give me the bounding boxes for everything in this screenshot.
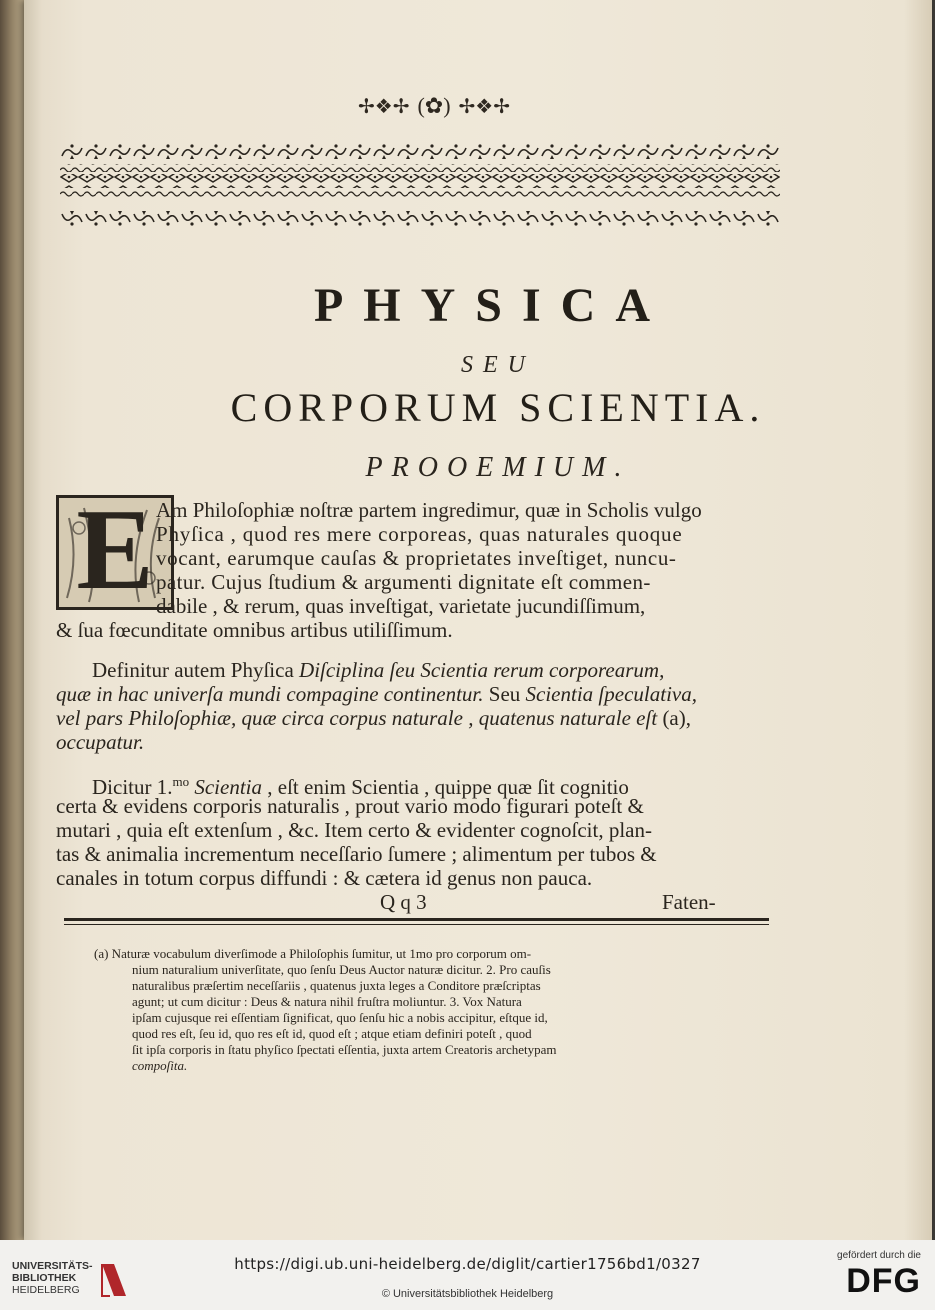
- para3-text: Dicitur 1.: [92, 775, 173, 799]
- section-heading: PROOEMIUM.: [365, 452, 631, 483]
- ornament-right: ✢❖✢: [458, 95, 510, 118]
- para1-line-5: dabile , & rerum, quas inveſtigat, varietate jucundiſſimum,: [156, 594, 646, 618]
- para2-line-3: [56, 706, 691, 730]
- signature-mark: Q q 3: [380, 890, 427, 914]
- footnote-line-7: ſit ipſa corporis in ſtatu phyſico ſpectati eſſentia, juxta artem Creatoris archetypam: [132, 1042, 557, 1057]
- para3-line-5: canales in totum corpus diffundi : & cætera id genus non pauca.: [56, 866, 593, 890]
- footnote-line-1: (a) Naturæ vocabulum diverſimode a Philoſophis ſumitur, ut 1mo pro corporum om-: [94, 946, 532, 961]
- permalink-url[interactable]: https://digi.ub.uni-heidelberg.de/diglit/cartier1756bd1/0327: [234, 1255, 701, 1273]
- para1-line-6: & ſua fœcunditate omnibus artibus utiliſſimum.: [56, 618, 453, 642]
- ornament-left: ✢❖✢: [358, 95, 410, 118]
- footnote-line-3: naturalibus præſertim neceſſariis , quatenus juxta leges a Conditore præſcriptas: [132, 978, 541, 993]
- footnote-line-8: compoſita.: [132, 1058, 188, 1073]
- para1-line-2: Phyſica , quod res mere corporeas, quas naturales quoque: [156, 522, 683, 546]
- footnote-rule: [64, 918, 769, 921]
- para2-italic: Scientia ſpeculativa,: [525, 682, 697, 706]
- page-title: PHYSICA: [313, 279, 671, 332]
- page-subtitle: SEU: [461, 352, 535, 378]
- decorative-border-band: [60, 142, 780, 228]
- para2-italic: vel pars Philoſophiæ, quæ circa corpus naturale , quatenus naturale eſt: [56, 706, 658, 730]
- footnote-line-4: agunt; ut cum dicitur : Deus & natura nihil fruſtra moliuntur. 3. Vox Natura: [132, 994, 522, 1009]
- para2-line-1: [92, 658, 664, 682]
- para3-line-3: mutari , quia eſt extenſum , &c. Item certo & evidenter cognoſcit, plan-: [56, 818, 652, 842]
- para2-text: Seu: [483, 682, 526, 706]
- para1-line-1: Am Philoſophiæ noſtræ partem ingredimur, quæ in Scholis vulgo: [156, 498, 702, 522]
- logo-line-2: BIBLIOTHEK: [12, 1272, 77, 1284]
- book-page: [24, 0, 932, 1240]
- dfg-logo[interactable]: DFG: [846, 1262, 921, 1300]
- catchword: Faten-: [662, 890, 716, 914]
- para2-italic: Diſciplina ſeu Scientia rerum corporearum,: [299, 658, 665, 682]
- copyright-notice: © Universitätsbibliothek Heidelberg: [381, 1288, 554, 1300]
- para1-line-3: vocant, earumque cauſas & proprietates inveſtiget, nuncu-: [156, 546, 677, 570]
- header-ornament: [304, 92, 564, 120]
- funding-label: gefördert durch die: [837, 1250, 921, 1261]
- para1-line-4: patur. Cujus ſtudium & argumenti dignitate eſt commen-: [156, 570, 651, 594]
- footnote-rule-thin: [64, 924, 769, 925]
- page-title-secondary: CORPORUM SCIENTIA.: [230, 385, 766, 430]
- para3-italic: Scientia: [194, 775, 263, 799]
- footnote-ref: (a),: [657, 706, 691, 730]
- ornament-center: (✿): [417, 93, 451, 118]
- footnote-line-2: nium naturalium univerſitate, quo ſenſu Deus Auctor naturæ dicitur. 2. Pro cauſis: [132, 962, 551, 977]
- para3-text: , eſt enim Scientia , quippe quæ ſit cognitio: [262, 775, 629, 799]
- para2-text: Definitur autem Phyſica: [92, 658, 300, 682]
- initial-letter: E: [76, 495, 154, 610]
- para3-line-4: tas & animalia incrementum neceſſario ſumere ; alimentum per tubos &: [56, 842, 657, 866]
- ordinal-superscript: mo: [172, 774, 190, 789]
- footnote-line-6: quod res eſt, ſeu id, quo res eſt id, quod eſt ; atque etiam definiri poteſt , quod: [132, 1026, 532, 1041]
- logo-line-1: UNIVERSITÄTS-: [12, 1260, 93, 1272]
- viewer-footer: [0, 1240, 935, 1310]
- para2-line-4: occupatur.: [56, 730, 145, 754]
- footnote-line-5: ipſam cujusque rei eſſentiam ſignificat, quo ſenſu hic a nobis accipitur, eſtque id,: [132, 1010, 548, 1025]
- logo-line-3: HEIDELBERG: [12, 1284, 80, 1296]
- para2-italic: quæ in hac univerſa mundi compagine continentur.: [56, 682, 484, 706]
- para3-line-2: certa & evidens corporis naturalis , prout vario modo figurari poteſt &: [56, 794, 644, 818]
- para2-line-2: [56, 682, 697, 706]
